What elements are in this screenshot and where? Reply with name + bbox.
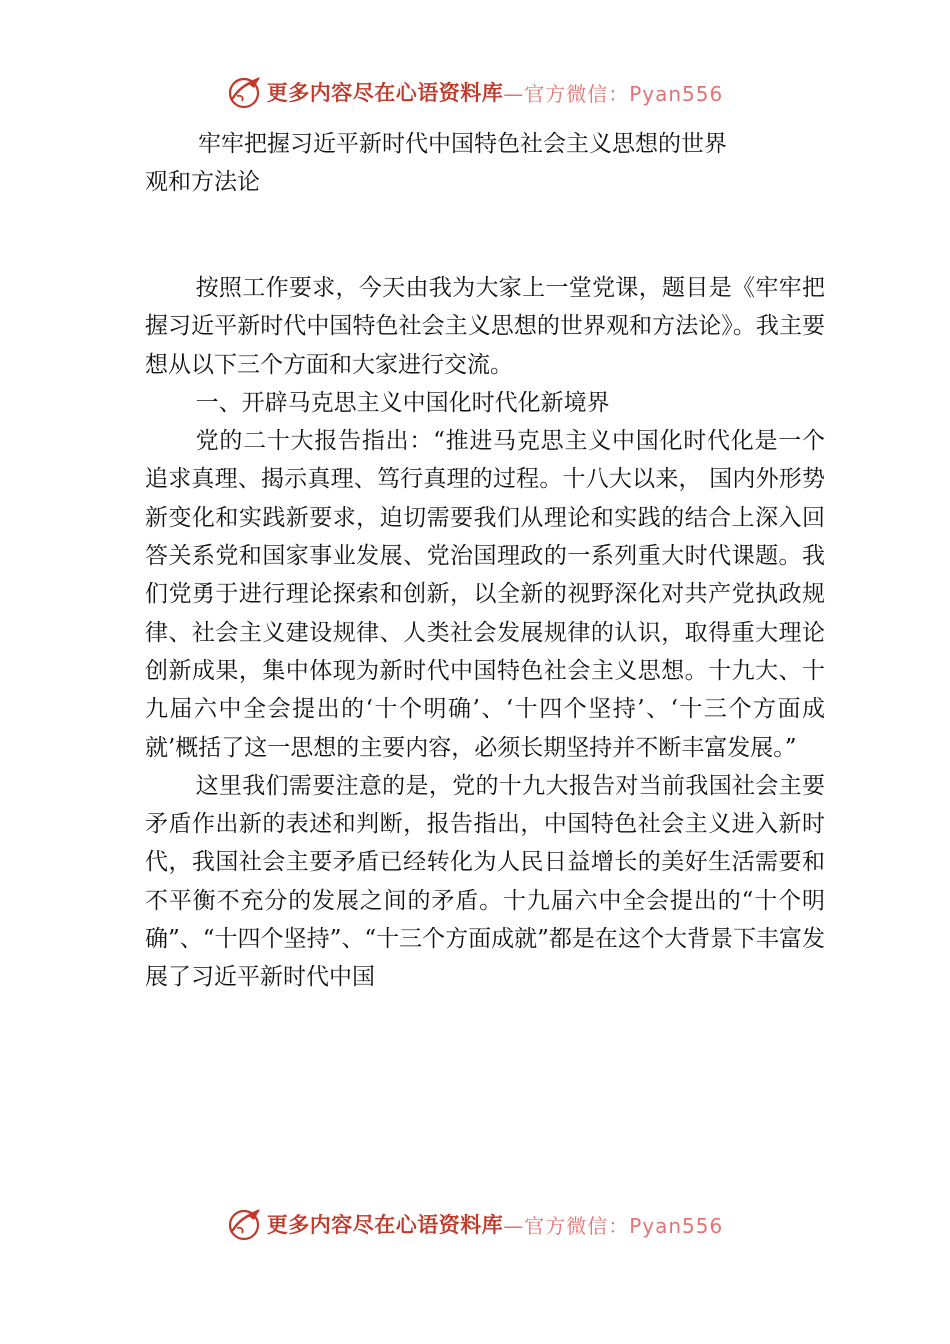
banner-main-text: 更多内容尽在心语资料库 — [266, 80, 504, 105]
document-title — [145, 125, 825, 201]
banner-wechat-text: —官方微信：Pyan556 — [503, 81, 724, 106]
banner-main-text: 更多内容尽在心语资料库 — [266, 1212, 504, 1237]
intro-paragraph: 按照工作要求，今天由我为大家上一堂党课，题目是《牢牢把握习近平新时代中国特色社会主义思想的世界观和方法论》。我主要想从以下三个方面和大家进行交流。 — [145, 275, 825, 378]
pen-logo-icon — [227, 1206, 263, 1242]
pen-logo-icon — [227, 74, 263, 110]
header-banner — [0, 70, 950, 114]
title-line-2: 观和方法论 — [145, 169, 260, 195]
document-body — [145, 125, 825, 997]
body-paragraph: 这里我们需要注意的是，党的十九大报告对当前我国社会主要矛盾作出新的表述和判断，报告指出，中国特色社会主义进入新时代，我国社会主要矛盾已经转化为人民日益增长的美好生活需要和不平衡不充分的发展之间的矛盾。十九届六中全会提出的“十个明确”、“十四个坚持”、“十三个方面成就”都是在这个大背景下丰富发展了习近平新时代中国 — [145, 772, 825, 991]
banner-wechat-text: —官方微信：Pyan556 — [503, 1213, 724, 1238]
body-paragraph: 党的二十大报告指出：“推进马克思主义中国化时代化是一个追求真理、揭示真理、笃行真理的过程。十八大以来， 国内外形势新变化和实践新要求，迫切需要我们从理论和实践的结合上深入回答关系党和国家事业发展、党治国理政的一系列重大时代课题。我们党勇于进行理论探索和创新，以全新的视野深化对共产党执政规律、社会主义建设规律、人类社会发展规律的认识，取得重大理论创新成果，集中体现为新时代中国特色社会主义思想。十九大、十九届六中全会提出的‘十个明确’、‘十四个坚持’、‘十三个方面成就’概括了这一思想的主要内容，必须长期坚持并不断丰富发展。” — [145, 428, 825, 761]
title-line-1: 牢牢把握习近平新时代中国特色社会主义思想的世界 — [198, 131, 727, 157]
section-heading-1: 一、开辟马克思主义中国化时代化新境界 — [195, 389, 610, 416]
footer-banner — [0, 1202, 950, 1246]
